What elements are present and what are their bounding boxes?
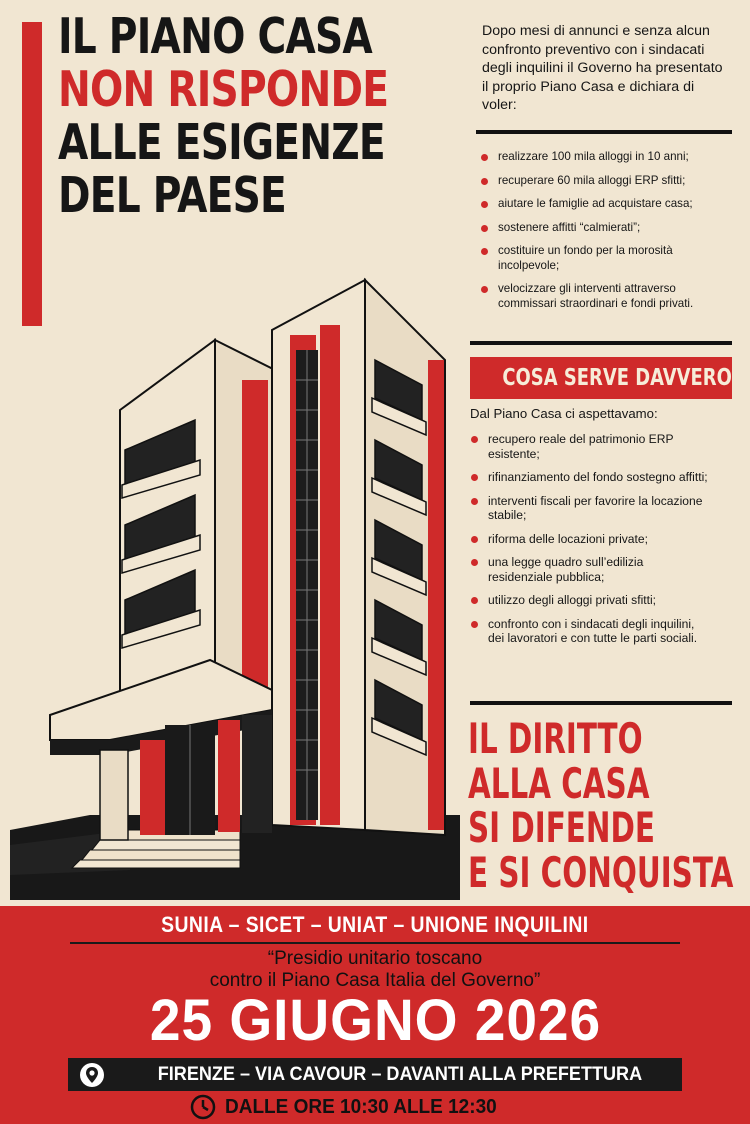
- list-item: confronto con i sindacati degli inquilini, dei lavoratori e con tutte le parti sociali.: [470, 617, 710, 646]
- event-location-text: FIRENZE – VIA CAVOUR – DAVANTI ALLA PREFETTURA: [157, 1064, 643, 1085]
- building-illustration: [10, 270, 480, 910]
- divider: [470, 341, 732, 345]
- quote-line-1: “Presidio unitario toscano: [267, 948, 483, 969]
- organizations: [0, 912, 750, 938]
- event-location: [130, 1058, 670, 1091]
- list-item: recupero reale del patrimonio ERP esistente;: [470, 432, 710, 461]
- divider: [476, 130, 732, 134]
- government-points-list: [480, 150, 734, 320]
- section-heading-cosa-serve: [470, 357, 732, 399]
- list-item: interventi fiscali per favorire la locazione stabile;: [470, 494, 710, 523]
- slogan-line-3: SI DIFENDE: [468, 803, 655, 852]
- headline-line-3: ALLE ESIGENZE: [58, 114, 385, 171]
- list-item: recuperare 60 mila alloggi ERP sfitti;: [480, 174, 734, 189]
- quote-line-2: contro il Piano Casa Italia del Governo”: [209, 970, 541, 991]
- list-item: aiutare le famiglie ad acquistare casa;: [480, 197, 734, 212]
- headline-line-1: IL PIANO CASA: [58, 8, 372, 65]
- event-time-text: DALLE ORE 10:30 ALLE 12:30: [225, 1096, 497, 1118]
- list-item: costituire un fondo per la morosità incolpevole;: [480, 244, 734, 273]
- map-pin-icon: [79, 1062, 105, 1088]
- slogan-line-2: ALLA CASA: [468, 758, 650, 808]
- expectations-list: [470, 432, 710, 655]
- slogan-line-4: E SI CONQUISTA: [468, 847, 734, 897]
- list-item: velocizzare gli interventi attraverso commissari straordinari e fondi privati.: [480, 282, 734, 311]
- event-time: [225, 1092, 511, 1122]
- divider: [70, 942, 680, 944]
- headline: [58, 10, 468, 222]
- list-item: utilizzo degli alloggi privati sfitti;: [470, 593, 710, 608]
- slogan-line-1: IL DIRITTO: [468, 714, 643, 763]
- list-item: riforma delle locazioni private;: [470, 532, 710, 547]
- section-heading-text: COSA SERVE DAVVERO: [502, 365, 732, 391]
- headline-line-2: NON RISPONDE: [58, 61, 389, 118]
- slogan: [468, 714, 750, 897]
- expectations-intro: Dal Piano Casa ci aspettavamo:: [470, 406, 658, 421]
- intro-paragraph: Dopo mesi di annunci e senza alcun confronto preventivo con i sindacati degli inquilini il Governo ha presentato il proprio Piano Casa e dichiara di voler:: [482, 23, 723, 114]
- organizations-text: SUNIA – SICET – UNIAT – UNIONE INQUILINI: [161, 912, 589, 937]
- headline-line-4: DEL PAESE: [58, 167, 286, 224]
- list-item: realizzare 100 mila alloggi in 10 anni;: [480, 150, 734, 165]
- event-quote: [0, 948, 750, 992]
- list-item: una legge quadro sull’edilizia residenziale pubblica;: [470, 555, 710, 584]
- event-date-text: 25 GIUGNO 2026: [149, 988, 601, 1053]
- clock-icon: [190, 1094, 216, 1120]
- list-item: rifinanziamento del fondo sostegno affitti;: [470, 470, 710, 485]
- divider: [470, 701, 732, 705]
- list-item: sostenere affitti “calmierati”;: [480, 221, 734, 236]
- event-date: [0, 988, 750, 1054]
